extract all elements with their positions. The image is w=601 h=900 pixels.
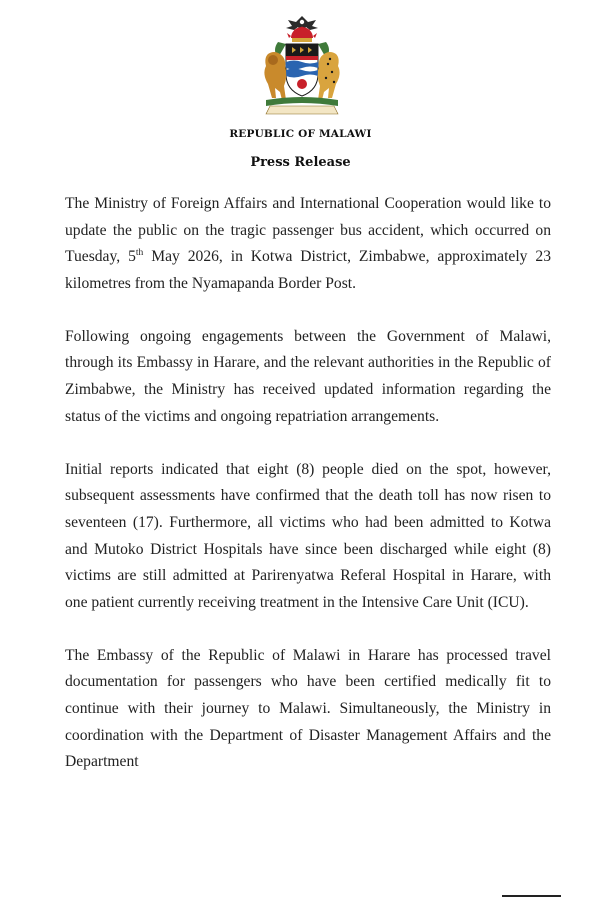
paragraph-2: Following ongoing engagements between the Government of Malawi, through its Embassy in Harare, and the relevant authorities in the Republic of Zimbabwe, the Ministry has received updated information regarding the status of the victims and ongoing repatriation arrangements. (65, 327, 551, 425)
shield (286, 44, 318, 96)
paragraph-1-text-b: May 2026, in Kotwa District, Zimbabwe, approximately 23 kilometres from the Nyamapanda Border Post. (65, 248, 551, 292)
country-heading: REPUBLIC OF MALAWI (229, 128, 372, 140)
press-release-body (65, 191, 551, 802)
lion-supporter (264, 52, 286, 100)
footer-rule (502, 895, 561, 897)
paragraph-4: The Embassy of the Republic of Malawi in Harare has processed travel documentation for passengers who have been certified medically fit to continue with their journey to Malawi. Simultaneously, the Ministry in coordination with the Department of Disaster Management Affairs and the Department (65, 646, 551, 771)
paragraph-1 (65, 191, 551, 297)
paragraph-3: Initial reports indicated that eight (8) people died on the spot, however, subsequent assessments have confirmed that the death toll has now risen to seventeen (17). Furthermore, all victims who had been admitted to Kotwa and Mutoko District Hospitals have since been discharged while eight (8) victims are still admitted at Parirenyatwa Referal Hospital in Harare, with one patient currently receiving treatment in the Intensive Care Unit (ICU). (65, 460, 551, 611)
ordinal-suffix: th (135, 248, 144, 259)
paragraph-1-text-a: The Ministry of Foreign Affairs and International Cooperation would like to update the public on the tragic passenger bus accident, which occurred on Tuesday, 5 (65, 195, 551, 266)
document-title: Press Release (250, 155, 351, 170)
coat-of-arms-icon (258, 14, 346, 118)
leopard-supporter (318, 52, 340, 100)
motto-scroll (266, 106, 338, 114)
